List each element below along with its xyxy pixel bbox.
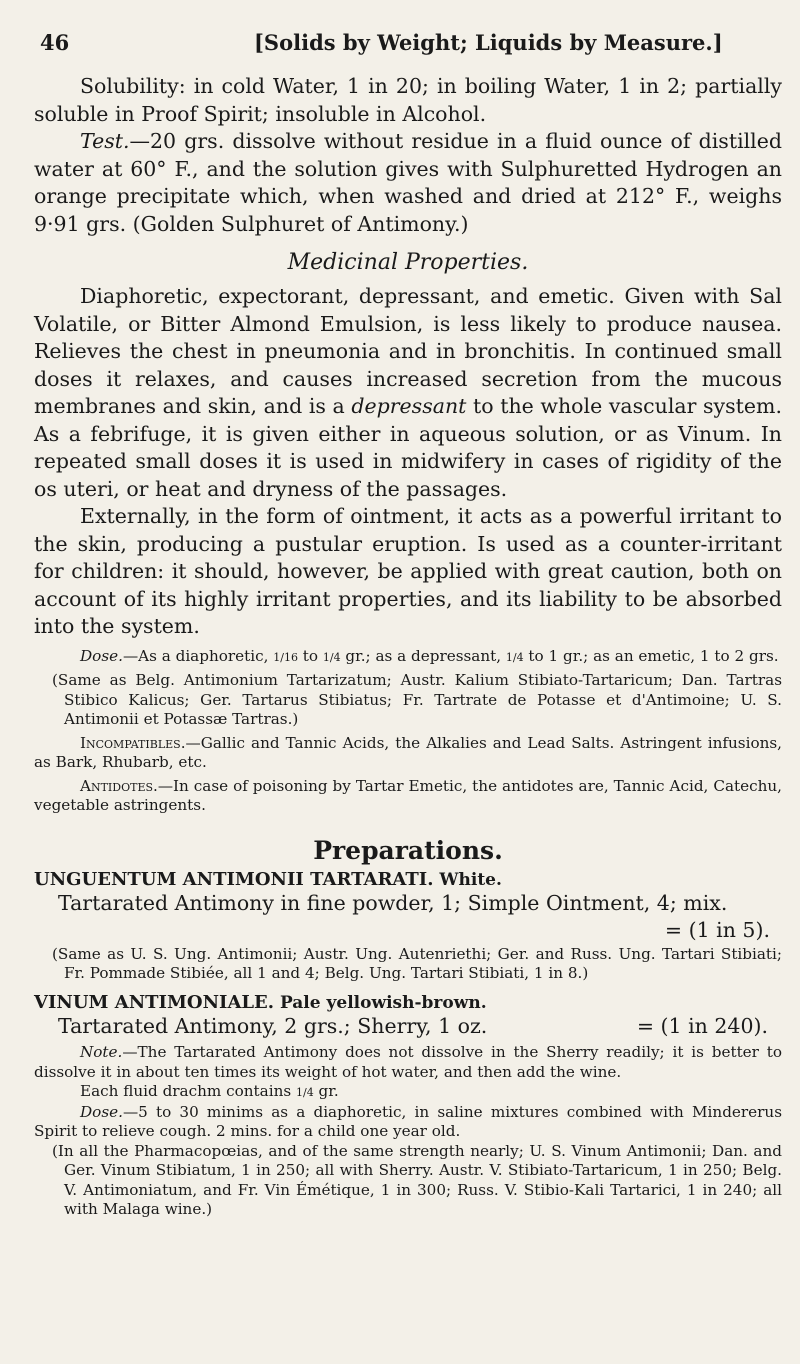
- medicinal-paragraph-1: [34, 283, 782, 503]
- dose-text: to 1 gr.; as an emetic, 1 to 2 grs.: [523, 646, 779, 665]
- preparations-heading: Preparations.: [313, 835, 503, 865]
- drachm-text: Each fluid drachm contains: [80, 1082, 296, 1100]
- solubility-line-1: Solubility: in cold Water, 1 in 20; in boiling Water, 1 in 2;: [80, 74, 688, 98]
- unguentum-title-line: [34, 869, 782, 890]
- vinum-recipe: Tartarated Antimony, 2 grs.; Sherry, 1 oz.: [58, 1013, 488, 1038]
- medicinal-text-b: to the whole vascular system. As a febrifuge, it is given either in aqueous solution, or as Vinum. In repeated small doses it is used in midwifery in cases of rigidity of the os uteri, or heat and dryness of the passages.: [34, 394, 782, 501]
- unguentum-equivalents: (Same as U. S. Ung. Antimonii; Austr. Ung. Autenriethi; Ger. and Russ. Ung. Tartari Stibiati; Fr. Pommade Stibiée, all 1 and 4; Belg. Ung. Tartari Stibiati, 1 in 8.): [52, 944, 782, 982]
- vinum-ratio: = (1 in 240).: [636, 1013, 768, 1038]
- incompatibles-label: Incompatibles.: [80, 733, 186, 752]
- dose-text: to: [297, 646, 323, 665]
- unguentum-title: UNGUENTUM ANTIMONII TARTARATI.: [34, 868, 434, 890]
- unguentum-ratio: = (1 in 5).: [664, 918, 770, 942]
- depressant-emphasis: depressant: [351, 394, 467, 418]
- unguentum-desc: White.: [433, 869, 502, 890]
- page-header: [40, 30, 782, 55]
- vinum-dose-label: Dose.: [80, 1102, 123, 1121]
- vinum-equivalents: (In all the Pharmacopœias, and of the same strength nearly; U. S. Vinum Antimonii; Dan. and Ger. Vinum Stibiatum, 1 in 250; all with Sherry. Austr. V. Stibiato-Tartaricum, 1 in 250; Belg. V. Antimoniatum, and Fr. Vin Émétique, 1 in 300; Russ. V. Stibio-Kali Tartarici, 1 in 240; all with Malaga wine.): [52, 1141, 782, 1218]
- test-paragraph: [34, 128, 782, 238]
- vinum-recipe-line: [34, 1013, 782, 1041]
- dose-text: gr.; as a depressant,: [340, 646, 506, 665]
- vinum-drachm: [34, 1082, 782, 1103]
- note-label: Note.: [80, 1043, 123, 1061]
- antidotes-label: Antidotes.: [80, 776, 158, 795]
- medicinal-heading: Medicinal Properties.: [287, 250, 529, 275]
- page-number: 46: [40, 30, 70, 55]
- note-text: —The Tartarated Antimony does not dissolve in the Sherry readily; it is better to dissolve it in about ten times its weight of hot water, and then add the wine.: [34, 1043, 782, 1081]
- incompatibles-paragraph: [34, 734, 782, 773]
- vinum-title-line: [34, 992, 782, 1013]
- fraction: 1/4: [505, 650, 524, 664]
- medicinal-paragraph-2: Externally, in the form of ointment, it acts as a powerful irritant to the skin, producing a pustular eruption. Is used as a counter-irritant for children: it should, however, be applied with great caution, both on account of its highly irritant properties, and its liability to be absorbed into the system.: [34, 504, 782, 638]
- solubility-line-2: partially soluble in Proof Spirit; insoluble in Alcohol.: [34, 74, 782, 126]
- incompatibles-text: —Gallic and Tannic Acids, the Alkalies and Lead Salts. Astringent infusions, as Bark, Rhubarb, etc.: [34, 733, 782, 771]
- unguentum-recipe: Tartarated Antimony in fine powder, 1; Simple Ointment, 4; mix.: [58, 890, 728, 915]
- vinum-dose: [34, 1103, 782, 1142]
- vinum-dose-text: —5 to 30 minims as a diaphoretic, in saline mixtures combined with Mindererus Spirit to relieve cough. 2 mins. for a child one year old.: [34, 1102, 782, 1140]
- equivalents-paragraph: (Same as Belg. Antimonium Tartarizatum; Austr. Kalium Stibiato-Tartaricum; Dan. Tartras Stibico Kalicus; Ger. Tartarus Stibiatus; Fr. Tartrate de Potasse et d'Antimoine; U. S. Antimonii et Potassæ Tartras.): [52, 671, 782, 728]
- vinum-desc: Pale yellowish-brown.: [274, 992, 487, 1013]
- dose-paragraph: [34, 647, 782, 668]
- fraction: 1/4: [322, 650, 341, 664]
- solubility-paragraph: [34, 73, 782, 128]
- fraction: 1/16: [273, 650, 298, 664]
- antidotes-paragraph: [34, 777, 782, 816]
- vinum-note: [34, 1043, 782, 1082]
- vinum-title: VINUM ANTIMONIALE.: [34, 991, 275, 1013]
- medicinal-text-a: Diaphoretic, expectorant, depressant, and emetic. Given with Sal Volatile, or Bitter Almond Emulsion, is less likely to produce nausea. Relieves the chest in pneumonia and in bronchitis. In continued small doses it relaxes, and causes increased secretion from the mucous membranes and skin, and is a: [34, 284, 782, 418]
- dose-label: Dose.: [80, 646, 123, 665]
- antidotes-text: —In case of poisoning by Tartar Emetic, the antidotes are, Tannic Acid, Catechu, vegetable astringents.: [34, 776, 782, 814]
- fraction: 1/4: [295, 1086, 314, 1099]
- test-label: Test.: [80, 129, 130, 153]
- test-text: —20 grs. dissolve without residue in a fluid ounce of distilled water at 60° F., and the solution gives with Sulphuretted Hydrogen an orange precipitate which, when washed and dried at 212° F., weighs 9·91 grs. (Golden Sulphuret of Antimony.): [34, 129, 782, 236]
- running-title: [Solids by Weight; Liquids by Measure.]: [254, 30, 723, 55]
- dose-text: —As a diaphoretic,: [122, 646, 274, 665]
- drachm-text: gr.: [313, 1082, 339, 1100]
